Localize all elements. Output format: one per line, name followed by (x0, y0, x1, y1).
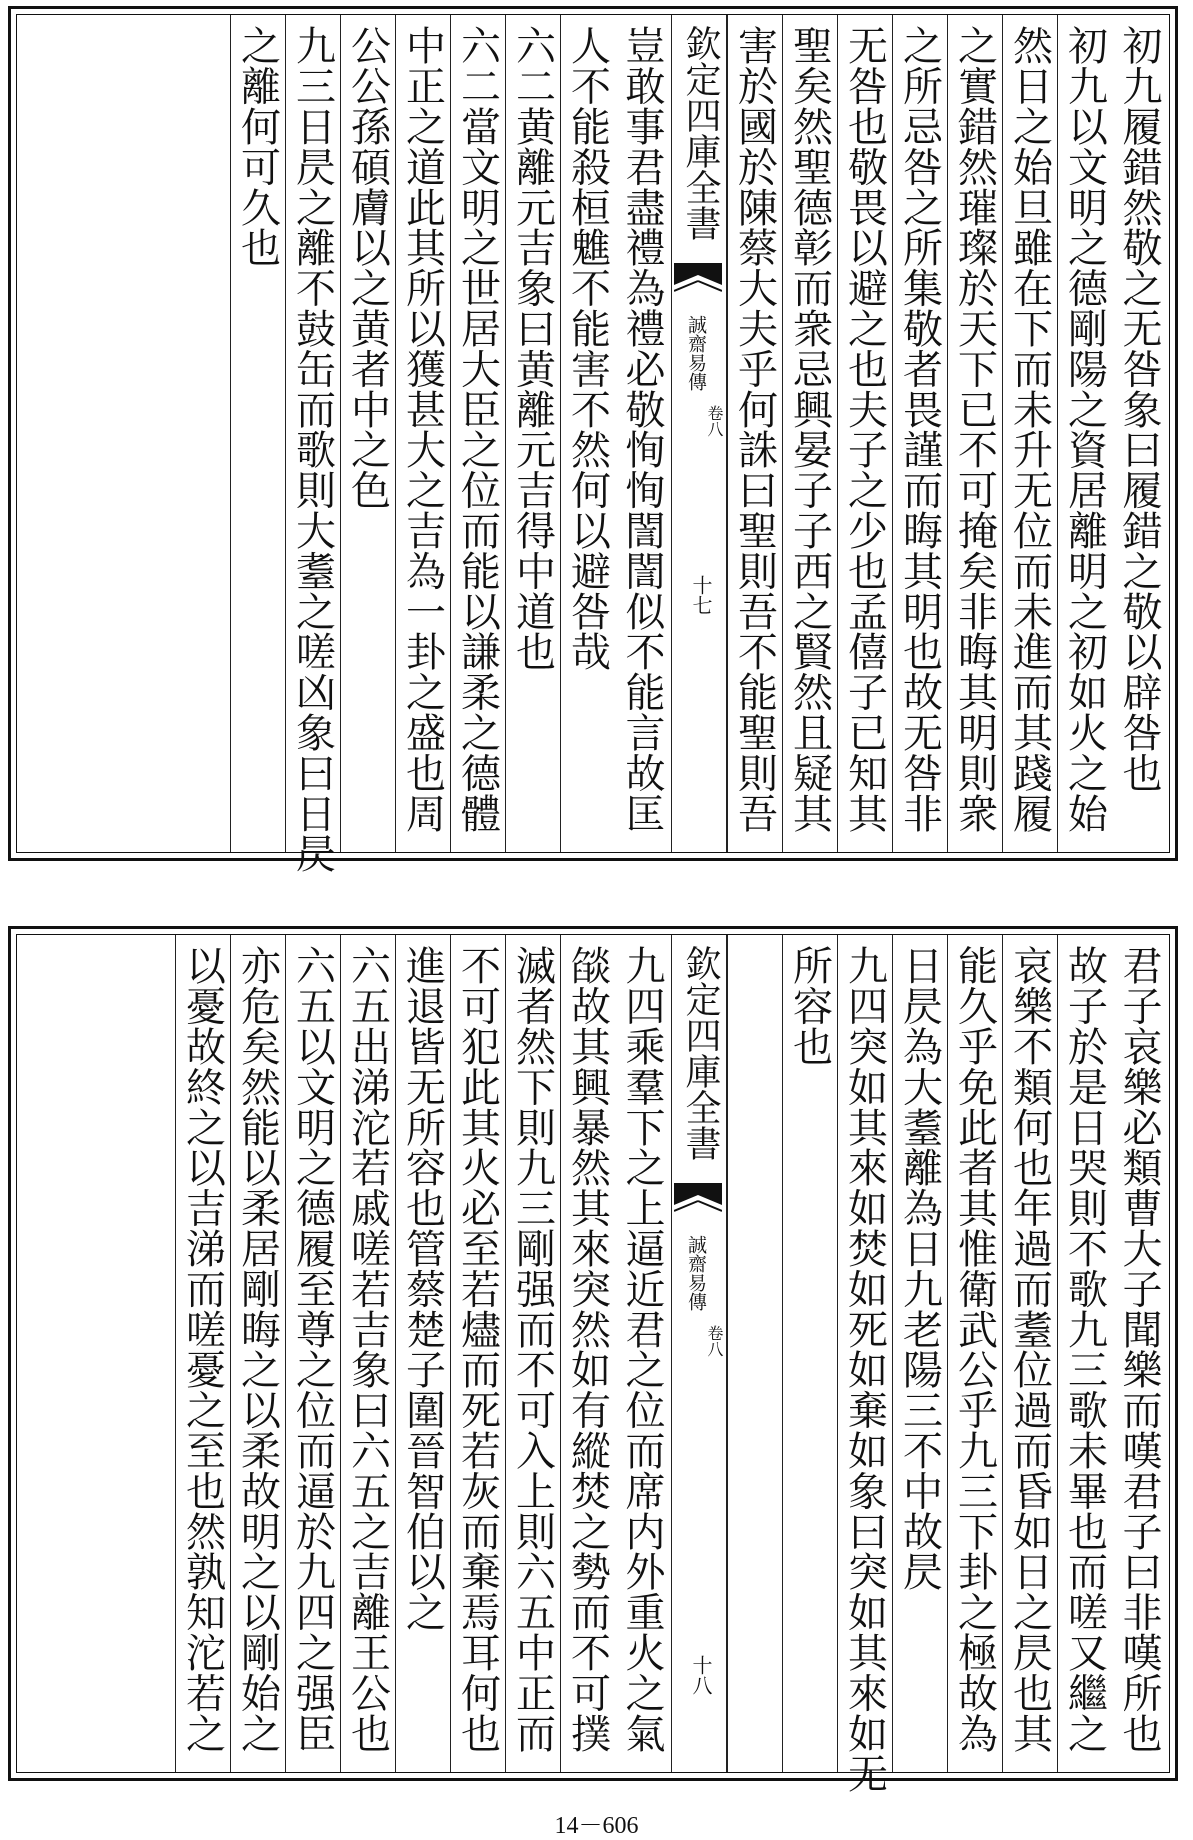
folio-number: 十七 (689, 575, 713, 615)
text-column (450, 935, 504, 1772)
page-number-footer: 14－606 (554, 1813, 639, 1839)
center-margin-column (671, 15, 727, 852)
text-column (505, 15, 559, 852)
column-text: 之所忌咎之所集敬者畏謹而晦其明也故无咎非 (896, 25, 943, 833)
column-text: 之實錯然璀璨於天下已不可掩矣非晦其明則衆 (951, 25, 998, 833)
column-text: 害於國於陳蔡大夫乎何誅曰聖則吾不能聖則吾 (731, 25, 778, 833)
column-text: 六五出涕沱若戚嗟若吉象曰六五之吉離王公也 (344, 945, 391, 1753)
column-text: 哀樂不類何也年過而耋位過而昏如日之昃也其 (1006, 945, 1053, 1753)
text-column (837, 15, 891, 852)
text-column (1057, 15, 1111, 852)
text-column (340, 15, 394, 852)
column-text: 聖矣然聖德彰而衆忌興晏子子西之賢然且疑其 (786, 25, 833, 833)
column-text: 所容也 (786, 945, 833, 1067)
text-column (450, 15, 504, 852)
column-text: 能久乎免此者其惟衛武公乎九三下卦之極故為 (951, 945, 998, 1753)
column-text: 九三日昃之離不鼓缶而歌則大耋之嗟凶象曰日昃 (289, 25, 336, 874)
text-column (727, 15, 781, 852)
text-column (175, 935, 229, 1772)
column-text: 然日之始旦雖在下而未升无位而未進而其踐履 (1006, 25, 1053, 833)
bottom-page (8, 926, 1178, 1794)
book-title: 欽定四庫全書 (680, 25, 721, 241)
volume-label: 卷八 (705, 405, 724, 437)
column-text: 无咎也敬畏以避之也夫子之少也孟僖子已知其 (841, 25, 888, 833)
column-text: 九四突如其來如焚如死如棄如象曰突如其來如无 (841, 945, 888, 1794)
text-column (230, 15, 284, 852)
text-column (1112, 15, 1166, 852)
column-text: 公公孫碩膚以之黄者中之色 (344, 25, 391, 510)
fishtail-ornament-icon (674, 1183, 722, 1217)
text-column (395, 15, 449, 852)
text-column (727, 935, 781, 1772)
column-text: 六二黄離元吉象曰黄離元吉得中道也 (509, 25, 556, 672)
text-column (782, 15, 836, 852)
text-column (615, 15, 669, 852)
top-page-frame (16, 14, 1170, 874)
column-text: 燄故其興暴然其來突然如有縱焚之勢而不可撲 (564, 945, 611, 1753)
top-page (8, 6, 1178, 874)
column-text: 初九履錯然敬之无咎象曰履錯之敬以辟咎也 (1116, 25, 1162, 793)
column-text: 不可犯此其火必至若燼而死若灰而棄焉耳何也 (454, 945, 501, 1753)
column-text: 君子哀樂必類曹大子聞樂而嘆君子曰非嘆所也 (1116, 945, 1162, 1753)
book-title: 欽定四庫全書 (680, 945, 721, 1161)
column-text: 滅者然下則九三剛强而不可入上則六五中正而 (509, 945, 556, 1753)
text-column (340, 935, 394, 1772)
folio-number: 十八 (689, 1655, 713, 1695)
column-text: 六二當文明之世居大臣之位而能以謙柔之德體 (454, 25, 501, 833)
text-column (1112, 935, 1166, 1772)
text-column (947, 935, 1001, 1772)
text-column (837, 935, 891, 1794)
column-text: 中正之道此其所以獲甚大之吉為一卦之盛也周 (399, 25, 446, 833)
column-text: 初九以文明之德剛陽之資居離明之初如火之始 (1061, 25, 1108, 833)
text-column (230, 935, 284, 1772)
text-column (892, 935, 946, 1772)
center-margin-column (671, 935, 727, 1772)
column-text: 日昃為大耋離為日九老陽三不中故昃 (896, 945, 943, 1592)
text-column (395, 935, 449, 1772)
text-column (892, 15, 946, 852)
column-text: 之離何可久也 (234, 25, 281, 268)
column-text: 故子於是日哭則不歌九三歌未畢也而嗟又繼之 (1061, 945, 1108, 1753)
text-column (1002, 935, 1056, 1772)
text-column (1002, 15, 1056, 852)
text-column (560, 15, 614, 852)
bottom-page-frame (16, 934, 1170, 1794)
book-subtitle: 誠齋易傳 (685, 1235, 707, 1311)
column-text: 豈敢事君盡禮為禮必敬恂恂誾誾似不能言故匡 (619, 25, 665, 833)
fishtail-ornament-icon (674, 263, 722, 297)
book-subtitle: 誠齋易傳 (685, 315, 707, 391)
column-text: 進退皆无所容也管蔡楚子圍晉智伯以之 (399, 945, 446, 1632)
text-column (285, 15, 339, 874)
column-text: 人不能殺桓魋不能害不然何以避咎哉 (564, 25, 611, 672)
text-column (782, 935, 836, 1772)
text-column (947, 15, 1001, 852)
volume-label: 卷八 (705, 1325, 724, 1357)
text-column (505, 935, 559, 1772)
text-column (560, 935, 614, 1772)
text-column (1057, 935, 1111, 1772)
text-column (285, 935, 339, 1772)
text-column (615, 935, 669, 1772)
column-text: 亦危矣然能以柔居剛晦之以柔故明之以剛始之 (234, 945, 281, 1753)
column-text: 九四乘羣下之上逼近君之位而席内外重火之氣 (619, 945, 665, 1753)
column-text: 以憂故終之以吉涕而嗟憂之至也然孰知沱若之 (179, 945, 226, 1753)
column-text: 六五以文明之德履至尊之位而逼於九四之强臣 (289, 945, 336, 1753)
